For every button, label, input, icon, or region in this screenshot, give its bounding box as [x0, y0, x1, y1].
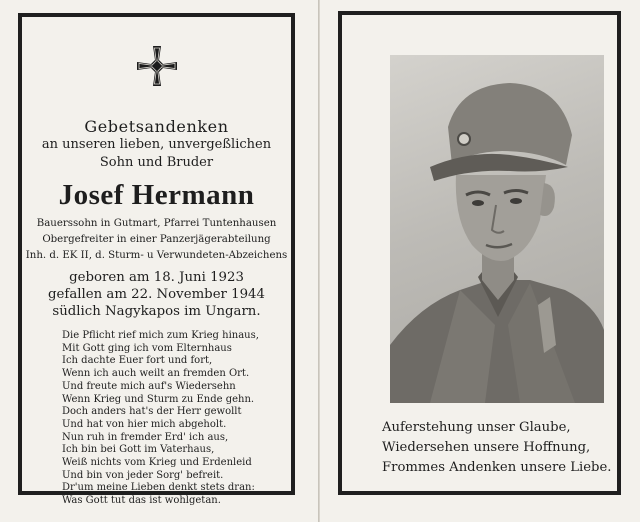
- poem-line: Wenn ich auch weilt an fremden Ort.: [62, 368, 250, 380]
- poem-line: Wenn Krieg und Sturm zu Ende gehn.: [62, 393, 255, 405]
- poem-line: Was Gott tut das ist wohlgetan.: [62, 495, 221, 507]
- memorial-poem: [62, 330, 322, 508]
- memorial-card-right: [320, 0, 640, 522]
- verse-line: Auferstehung unser Glaube,: [382, 420, 571, 435]
- dedication-line-1: an unseren lieben, unvergeßlichen: [41, 137, 272, 152]
- portrait-photo: [390, 55, 604, 403]
- left-black-border: [18, 13, 295, 507]
- poem-line: Und hat von hier mich abgeholt.: [62, 418, 227, 430]
- iron-cross-icon: [136, 45, 178, 87]
- birth-date: geboren am 18. Juni 1923: [69, 270, 244, 285]
- death-date: gefallen am 22. November 1944: [48, 287, 265, 302]
- poem-line: Weiß nichts vom Krieg und Erdenleid: [62, 457, 252, 469]
- memorial-card-left: [0, 0, 319, 522]
- detail-line-2: Obergefreiter in einer Panzerjägerabteilung: [42, 234, 271, 245]
- detail-line-1: Bauerssohn in Gutmart, Pfarrei Tuntenhausen: [36, 218, 277, 229]
- poem-line: Nun ruh in fremder Erd' ich aus,: [62, 431, 229, 443]
- poem-line: Doch anders hat's der Herr gewollt: [62, 406, 242, 418]
- heading-gebetsandenken: Gebetsandenken: [84, 117, 229, 136]
- poem-line: Ich dachte Euer fort und fort,: [62, 355, 213, 367]
- deceased-name: Josef Hermann: [58, 179, 255, 211]
- poem-line: Und freute mich auf's Wiedersehn: [62, 380, 236, 392]
- soldier-portrait-image: [390, 55, 604, 403]
- closing-verse: [382, 418, 640, 478]
- verse-line: Frommes Andenken unsere Liebe.: [382, 460, 612, 475]
- dedication-line-2: Sohn und Bruder: [99, 155, 214, 170]
- poem-line: Die Pflicht rief mich zum Krieg hinaus,: [62, 330, 259, 341]
- poem-line: Und bin von jeder Sorg' befreit.: [62, 469, 224, 481]
- right-black-border: [338, 11, 621, 495]
- poem-line: Mit Gott ging ich vom Elternhaus: [62, 342, 232, 354]
- poem-line: Ich bin bei Gott im Vaterhaus,: [62, 444, 215, 456]
- poem-line: Dr'um meine Lieben denkt stets dran:: [62, 482, 255, 494]
- detail-line-3: Inh. d. EK II, d. Sturm- u Verwundeten-Abzeichens: [25, 250, 288, 261]
- verse-line: Wiedersehen unsere Hoffnung,: [382, 440, 591, 455]
- death-place: südlich Nagykapos im Ungarn.: [52, 304, 261, 319]
